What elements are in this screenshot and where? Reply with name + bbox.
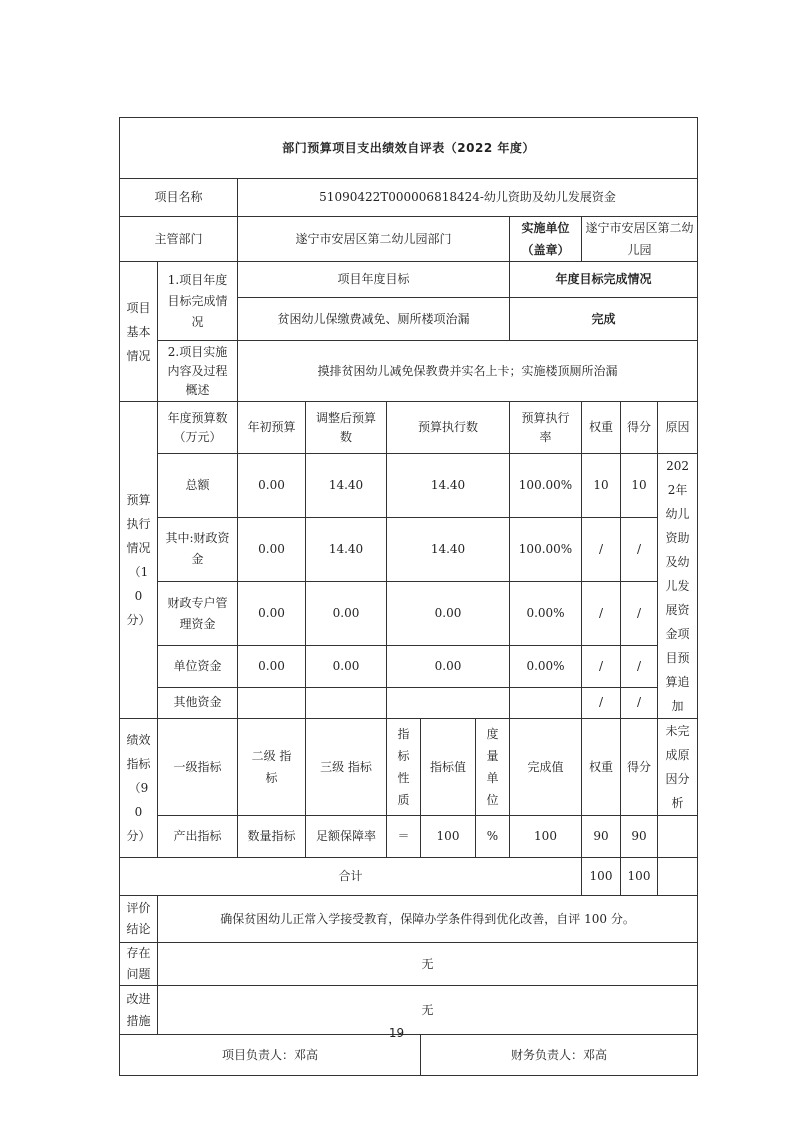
- problems-row: [120, 943, 698, 986]
- self-evaluation-table: [119, 117, 698, 1076]
- perf-target: 100: [421, 816, 476, 858]
- budget-weight: 10: [582, 454, 621, 518]
- dept-label: 主管部门: [120, 217, 238, 262]
- perf-unit: %: [476, 816, 510, 858]
- perf-level1: 产出指标: [158, 816, 238, 858]
- budget-score: /: [621, 582, 658, 646]
- budget-executed: [387, 687, 510, 718]
- performance-row: [120, 816, 698, 858]
- budget-adjusted: [306, 687, 387, 718]
- budget-adjusted: 0.00: [306, 645, 387, 687]
- total-label: 合计: [120, 858, 582, 896]
- project-name-label: 项目名称: [120, 179, 238, 217]
- completion-header: 年度目标完成情况: [510, 262, 698, 298]
- budget-executed: 0.00: [387, 645, 510, 687]
- budget-executed: 14.40: [387, 517, 510, 582]
- project-name-value: 51090422T000006818424-幼儿资助及幼儿发展资金: [238, 179, 698, 217]
- budget-score: /: [621, 517, 658, 582]
- budget-rate: 100.00%: [510, 454, 582, 518]
- signature-row: [120, 1035, 698, 1076]
- budget-header: 年度预算数（万元）: [158, 402, 238, 454]
- finance-lead: 财务负责人：邓高: [421, 1035, 698, 1076]
- budget-row-name: 总额: [158, 454, 238, 518]
- page-number: 19: [388, 1026, 405, 1040]
- completion-text: 完成: [510, 298, 698, 341]
- budget-weight: /: [582, 582, 621, 646]
- page-title: 部门预算项目支出绩效自评表（2022 年度）: [120, 118, 698, 179]
- impl-unit-value: 遂宁市安居区第二幼儿园: [582, 217, 698, 262]
- budget-header: 原因: [658, 402, 698, 454]
- budget-score: /: [621, 687, 658, 718]
- problems-label: 存在问题: [120, 943, 158, 986]
- perf-header: 完成值: [510, 719, 582, 816]
- problems-text: 无: [158, 943, 698, 986]
- goal-text: 贫困幼儿保缴费减免、厕所楼项治漏: [238, 298, 510, 341]
- budget-row-name: 单位资金: [158, 645, 238, 687]
- perf-header: 度量单位: [476, 719, 510, 816]
- budget-row: [120, 454, 698, 518]
- perf-reason: [658, 816, 698, 858]
- dept-value: 遂宁市安居区第二幼儿园部门: [238, 217, 510, 262]
- content-label: 2.项目实施内容及过程概述: [158, 341, 238, 402]
- budget-header: 权重: [582, 402, 621, 454]
- project-lead: 项目负责人：邓高: [120, 1035, 421, 1076]
- budget-reason: 2022年幼儿资助及幼儿发展资金项目预算追加: [658, 454, 698, 719]
- budget-adjusted: 14.40: [306, 517, 387, 582]
- total-row: [120, 858, 698, 896]
- budget-adjusted: 14.40: [306, 454, 387, 518]
- evaluation-row: [120, 896, 698, 943]
- budget-weight: /: [582, 517, 621, 582]
- budget-score: 10: [621, 454, 658, 518]
- budget-header-row: [120, 402, 698, 454]
- perf-header: 得分: [621, 719, 658, 816]
- budget-header: 预算执行数: [387, 402, 510, 454]
- budget-header: 得分: [621, 402, 658, 454]
- budget-executed: 14.40: [387, 454, 510, 518]
- budget-header: 预算执行率: [510, 402, 582, 454]
- budget-rate: 0.00%: [510, 645, 582, 687]
- perf-header: 二级 指标: [238, 719, 306, 816]
- content-text: 摸排贫困幼儿减免保教费并实名上卡；实施楼顶厕所治漏: [238, 341, 698, 402]
- budget-score: /: [621, 645, 658, 687]
- evaluation-text: 确保贫困幼儿正常入学接受教育，保障办学条件得到优化改善，自评 100 分。: [158, 896, 698, 943]
- basic-section-label: 项目基本情况: [120, 262, 158, 402]
- goal-header: 项目年度目标: [238, 262, 510, 298]
- perf-header: 指标性质: [387, 719, 421, 816]
- perf-nature: ＝: [387, 816, 421, 858]
- performance-section-label: 绩效指标（90分）: [120, 719, 158, 858]
- budget-weight: /: [582, 687, 621, 718]
- improvements-label: 改进措施: [120, 986, 158, 1035]
- perf-header: 一级指标: [158, 719, 238, 816]
- budget-row: [120, 645, 698, 687]
- budget-executed: 0.00: [387, 582, 510, 646]
- budget-initial: 0.00: [238, 454, 306, 518]
- perf-level2: 数量指标: [238, 816, 306, 858]
- perf-header: 指标值: [421, 719, 476, 816]
- budget-adjusted: 0.00: [306, 582, 387, 646]
- perf-weight: 90: [582, 816, 621, 858]
- budget-initial: [238, 687, 306, 718]
- budget-row-name: 其中:财政资金: [158, 517, 238, 582]
- perf-actual: 100: [510, 816, 582, 858]
- improvements-text: 无: [158, 986, 698, 1035]
- budget-row: [120, 582, 698, 646]
- performance-header-row: [120, 719, 698, 816]
- budget-initial: 0.00: [238, 517, 306, 582]
- perf-header: 未完成原因分析: [658, 719, 698, 816]
- budget-rate: 0.00%: [510, 582, 582, 646]
- perf-score: 90: [621, 816, 658, 858]
- budget-row-name: 其他资金: [158, 687, 238, 718]
- budget-initial: 0.00: [238, 582, 306, 646]
- budget-row: [120, 517, 698, 582]
- total-score: 100: [621, 858, 658, 896]
- perf-header: 权重: [582, 719, 621, 816]
- evaluation-label: 评价结论: [120, 896, 158, 943]
- budget-header: 年初预算: [238, 402, 306, 454]
- budget-weight: /: [582, 645, 621, 687]
- perf-header: 三级 指标: [306, 719, 387, 816]
- budget-row: [120, 687, 698, 718]
- goal-label: 1.项目年度目标完成情况: [158, 262, 238, 341]
- budget-rate: 100.00%: [510, 517, 582, 582]
- perf-level3: 足额保障率: [306, 816, 387, 858]
- budget-row-name: 财政专户管理资金: [158, 582, 238, 646]
- total-weight: 100: [582, 858, 621, 896]
- budget-initial: 0.00: [238, 645, 306, 687]
- budget-header: 调整后预算数: [306, 402, 387, 454]
- budget-rate: [510, 687, 582, 718]
- impl-unit-label: 实施单位（盖章）: [510, 217, 582, 262]
- budget-section-label: 预算执行情况（10分）: [120, 402, 158, 719]
- total-blank: [658, 858, 698, 896]
